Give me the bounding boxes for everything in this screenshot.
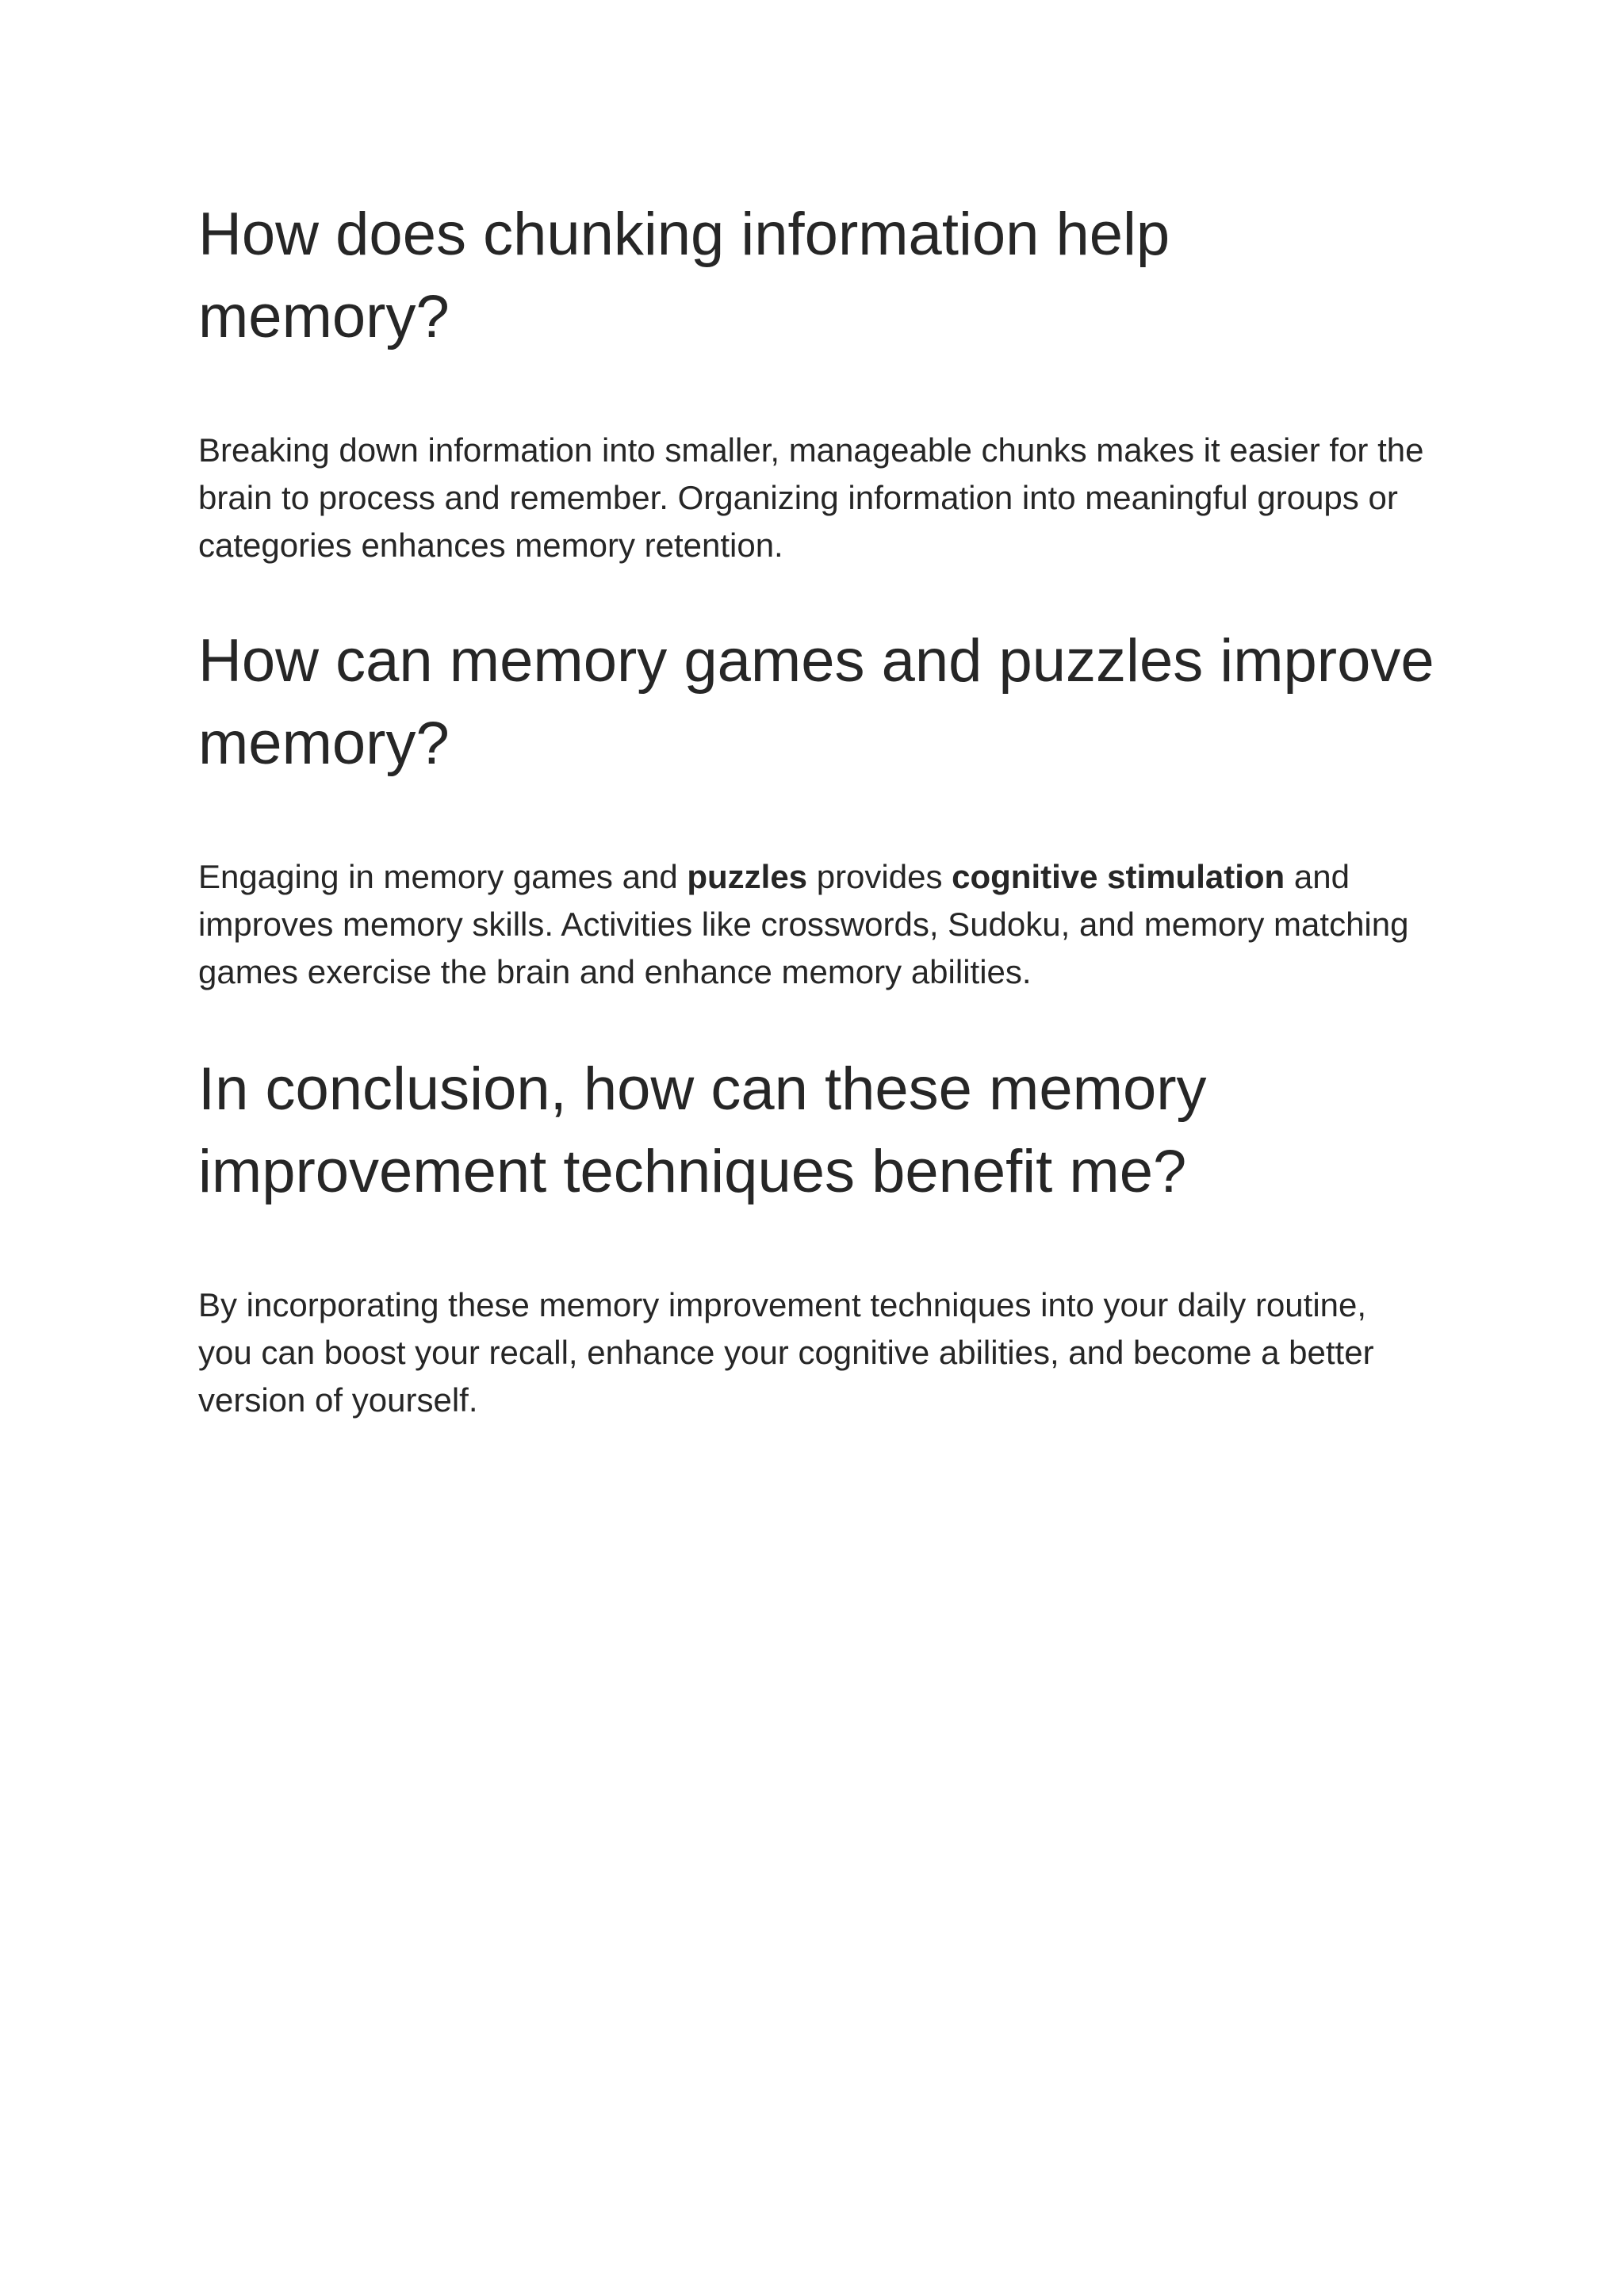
bold-term-puzzles: puzzles (687, 858, 808, 895)
paragraph-text: provides (807, 858, 952, 895)
paragraph-text: and improves memory skills. Activities like crosswords, Sudoku, and memory matching games exercise the brain and enhance memory abilities. (198, 858, 1409, 990)
section-paragraph: Breaking down information into smaller, manageable chunks makes it easier for the brain to process and remember. Organizing information into meaningful groups or categories enhances memory retention. (198, 431, 1424, 564)
bold-term-cognitive-stimulation: cognitive stimulation (952, 858, 1285, 895)
section-conclusion (198, 1048, 1451, 1424)
section-paragraph: By incorporating these memory improvement techniques into your daily routine, you can boost your recall, enhance your cognitive abilities, and become a better version of yourself. (198, 1286, 1374, 1419)
section-paragraph (198, 853, 1451, 996)
section-chunking (198, 193, 1451, 569)
paragraph-text: Engaging in memory games and (198, 858, 688, 895)
section-heading: How can memory games and puzzles improve memory? (198, 627, 1434, 777)
section-heading: How does chunking information help memory? (198, 201, 1170, 350)
section-memory-games (198, 620, 1451, 996)
section-heading: In conclusion, how can these memory improvement techniques benefit me? (198, 1055, 1207, 1205)
